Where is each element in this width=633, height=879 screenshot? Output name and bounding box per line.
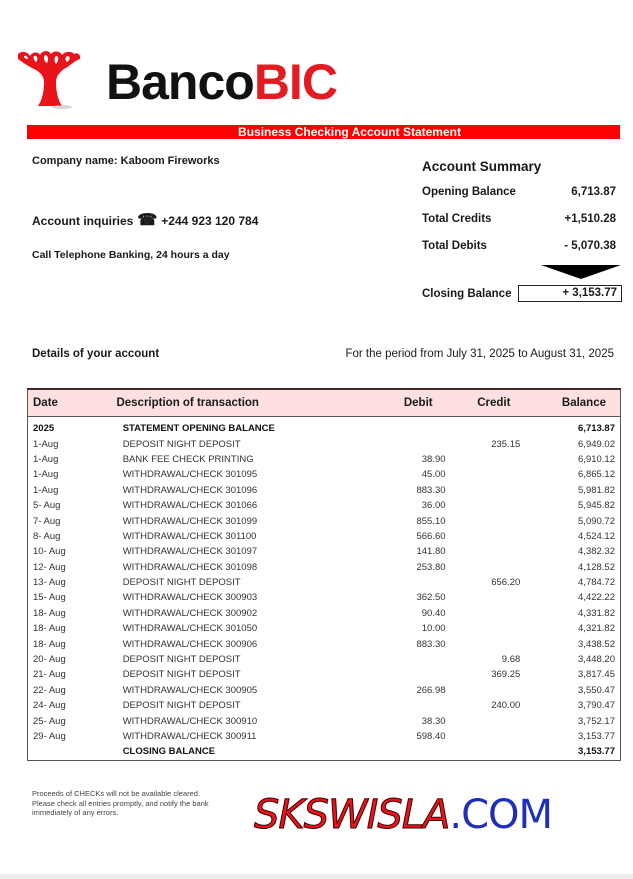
summary-opening-balance: [422, 186, 622, 213]
cell-description: WITHDRAWAL/CHECK 301066: [122, 500, 258, 512]
cell-debit: 10.00: [421, 623, 446, 635]
cell-description: DEPOSIT NIGHT DEPOSIT: [122, 654, 241, 666]
cell-debit: 90.40: [421, 607, 446, 619]
cell-date: 20- Aug: [33, 654, 66, 666]
cell-debit: 45.00: [421, 469, 446, 481]
cell-description: WITHDRAWAL/CHECK 301098: [122, 561, 258, 573]
summary-total-debits: [422, 240, 622, 267]
cell-date: 5- Aug: [33, 500, 61, 512]
table-row: [28, 652, 620, 667]
cell-debit: 38.90: [421, 453, 446, 465]
logo-bic: BIC: [253, 54, 337, 110]
table-row: [28, 667, 620, 682]
cell-balance: 4,524.12: [578, 530, 615, 542]
cell-balance: 4,784.72: [578, 577, 615, 589]
column-header-debit: Debit: [403, 397, 433, 409]
telephone-icon: ☎: [137, 212, 158, 229]
cell-balance: 3,153.77: [578, 731, 615, 742]
cell-description: DEPOSIT NIGHT DEPOSIT: [122, 438, 241, 450]
cell-description: WITHDRAWAL/CHECK 301096: [122, 484, 258, 496]
page-bottom-edge: [0, 874, 633, 879]
cell-balance: 3,550.47: [578, 684, 615, 696]
cell-date: 1-Aug: [33, 453, 59, 465]
table-row: [28, 621, 620, 636]
cell-balance: 5,945.82: [578, 500, 615, 512]
cell-description: WITHDRAWAL/CHECK 300910: [122, 715, 258, 727]
cell-debit: 598.40: [416, 731, 446, 742]
table-row: [28, 560, 620, 575]
table-row: [28, 452, 620, 467]
watermark: [254, 790, 552, 840]
cell-debit: 38.30: [421, 715, 446, 727]
cell-balance: 6,713.87: [578, 423, 615, 435]
inquiries-label: Account inquiries: [32, 214, 134, 228]
cell-date: 1-Aug: [33, 469, 59, 481]
table-row: [28, 436, 620, 451]
cell-description: WITHDRAWAL/CHECK 300905: [122, 684, 258, 696]
cell-description: WITHDRAWAL/CHECK 300903: [122, 592, 258, 604]
table-row: [28, 544, 620, 559]
summary-title: Account Summary: [422, 159, 542, 174]
cell-balance: 4,382.32: [578, 546, 615, 558]
cell-description: WITHDRAWAL/CHECK 300906: [122, 638, 258, 650]
cell-credit: 369.25: [491, 669, 521, 681]
table-body: [28, 417, 620, 760]
cell-debit: 266.98: [416, 684, 446, 696]
telebanking-note: Call Telephone Banking, 24 hours a day: [32, 249, 230, 261]
closing-value-box: + 3,153.77: [518, 285, 622, 302]
cell-date: 18- Aug: [33, 607, 66, 619]
table-row: [28, 529, 620, 544]
cell-debit: 36.00: [421, 500, 446, 512]
cell-balance: 6,865.12: [578, 469, 615, 481]
cell-balance: 5,090.72: [578, 515, 615, 527]
cell-date: 21- Aug: [33, 669, 66, 681]
table-row: [28, 575, 620, 590]
cell-balance: 3,448.20: [578, 654, 615, 666]
table-header: [28, 390, 620, 417]
cell-date: 12- Aug: [33, 561, 66, 573]
table-row: [28, 713, 620, 728]
closing-label: Closing Balance: [422, 287, 512, 300]
cell-debit: 883.30: [416, 484, 446, 496]
summary-label: Total Debits: [422, 240, 487, 252]
table-row: [28, 698, 620, 713]
summary-value: - 5,070.38: [564, 240, 616, 252]
cell-description: STATEMENT OPENING BALANCE: [122, 423, 275, 435]
column-header-credit: Credit: [477, 397, 511, 409]
baobab-tree-icon: [16, 48, 82, 110]
transactions-table: [27, 388, 621, 761]
cell-date: 2025: [33, 423, 55, 435]
table-row: [28, 513, 620, 528]
table-row: [28, 498, 620, 513]
cell-balance: 4,128.52: [578, 561, 615, 573]
cell-balance: 6,949.02: [578, 438, 615, 450]
cell-debit: 141.80: [416, 546, 446, 558]
summary-total-credits: [422, 213, 622, 240]
arrow-down-icon: [541, 265, 621, 279]
summary-value: +1,510.28: [564, 213, 616, 225]
summary-label: Opening Balance: [422, 186, 516, 198]
watermark-part1: SKSWISLA: [254, 792, 450, 838]
logo-banco: Banco: [106, 54, 254, 110]
cell-balance: 3,817.45: [578, 669, 615, 681]
table-row: [28, 483, 620, 498]
cell-description: WITHDRAWAL/CHECK 301097: [122, 546, 258, 558]
cell-description: DEPOSIT NIGHT DEPOSIT: [122, 700, 241, 712]
cell-date: 13- Aug: [33, 577, 66, 589]
column-header-balance: Balance: [561, 397, 606, 409]
cell-date: 1-Aug: [33, 438, 59, 450]
column-header-description: Description of transaction: [116, 397, 259, 409]
cell-date: 24- Aug: [33, 700, 66, 712]
table-row: [28, 729, 620, 744]
table-row: [28, 636, 620, 651]
cell-date: 22- Aug: [33, 684, 66, 696]
statement-title-bar: [27, 125, 620, 139]
cell-balance: 5,981.82: [578, 484, 615, 496]
cell-description: WITHDRAWAL/CHECK 301099: [122, 515, 258, 527]
cell-balance: 3,790.47: [578, 700, 615, 712]
cell-credit: 9.68: [501, 654, 521, 666]
phone-number: +244 923 120 784: [161, 214, 259, 228]
cell-description: DEPOSIT NIGHT DEPOSIT: [122, 577, 241, 589]
cell-date: 25- Aug: [33, 715, 66, 727]
table-row: [28, 606, 620, 621]
footnote: Proceeds of CHECKs will not be available cleared. Please check all entries promptly, and notify the bank immediately of any errors.: [32, 789, 209, 817]
cell-balance: 3,752.17: [578, 715, 615, 727]
cell-debit: 253.80: [416, 561, 446, 573]
cell-balance: 4,422.22: [578, 592, 615, 604]
bank-logo-text: [106, 54, 337, 110]
cell-date: 8- Aug: [33, 530, 61, 542]
cell-balance: 3,153.77: [578, 746, 615, 758]
table-row: [28, 683, 620, 698]
account-summary: [422, 159, 622, 300]
cell-date: 1-Aug: [33, 484, 59, 496]
cell-balance: 3,438.52: [578, 638, 615, 650]
watermark-part2: .COM: [449, 792, 553, 838]
cell-balance: 6,910.12: [578, 453, 615, 465]
details-title: Details of your account: [32, 348, 160, 360]
column-header-date: Date: [33, 397, 58, 409]
cell-debit: 883.30: [416, 638, 446, 650]
cell-date: 10- Aug: [33, 546, 66, 558]
cell-description: BANK FEE CHECK PRINTING: [122, 453, 254, 465]
cell-date: 18- Aug: [33, 623, 66, 635]
table-row: [28, 421, 620, 436]
table-row: [28, 467, 620, 482]
cell-description: WITHDRAWAL/CHECK 300902: [122, 607, 258, 619]
cell-balance: 4,331.82: [578, 607, 615, 619]
table-row: [28, 590, 620, 605]
cell-date: 15- Aug: [33, 592, 66, 604]
cell-debit: 362.50: [416, 592, 446, 604]
cell-description: WITHDRAWAL/CHECK 301095: [122, 469, 258, 481]
cell-description: WITHDRAWAL/CHECK 301050: [122, 623, 258, 635]
cell-credit: 656.20: [491, 577, 521, 589]
cell-date: 29- Aug: [33, 731, 66, 742]
table-row: [28, 744, 620, 759]
account-inquiries: [32, 214, 258, 228]
cell-debit: 566.60: [416, 530, 446, 542]
cell-date: 7- Aug: [33, 515, 61, 527]
summary-label: Total Credits: [422, 213, 492, 225]
statement-title: Business Checking Account Statement: [238, 125, 461, 139]
cell-date: 18- Aug: [33, 638, 66, 650]
cell-description: DEPOSIT NIGHT DEPOSIT: [122, 669, 241, 681]
cell-description: WITHDRAWAL/CHECK 301100: [122, 530, 257, 542]
cell-credit: 235.15: [491, 438, 521, 450]
statement-period: For the period from July 31, 2025 to August 31, 2025: [345, 348, 614, 360]
company-name: Company name: Kaboom Fireworks: [32, 155, 220, 167]
cell-balance: 4,321.82: [578, 623, 615, 635]
cell-credit: 240.00: [491, 700, 521, 712]
cell-description: WITHDRAWAL/CHECK 300911: [122, 731, 257, 742]
cell-description: CLOSING BALANCE: [122, 746, 216, 758]
cell-debit: 855.10: [416, 515, 446, 527]
summary-closing-balance: [422, 285, 622, 302]
summary-value: 6,713.87: [571, 186, 616, 198]
